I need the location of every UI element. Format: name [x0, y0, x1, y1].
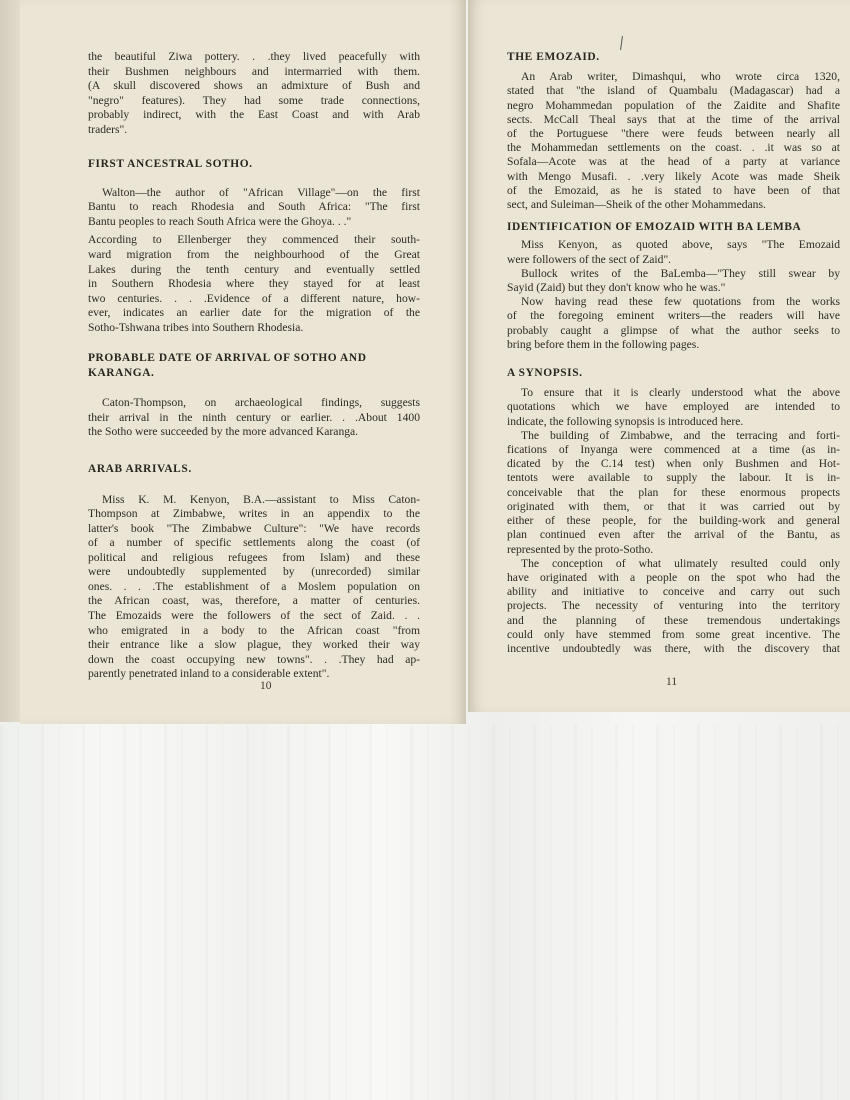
- text-line: "negro" features). They had some trade connections,: [88, 93, 420, 107]
- text-line: the Sotho were succeeded by the more advanced Karanga.: [88, 425, 359, 439]
- section-heading: [88, 351, 420, 380]
- left-page: [20, 0, 466, 724]
- text-line: Miss K. M. Kenyon, B.A.—assistant to Miss Caton-: [102, 492, 420, 506]
- text-line: the Mohammedan settlements on the coast. . .it was so at: [507, 141, 840, 155]
- text-line: their Bushmen neighbours and intermarried with them.: [88, 64, 420, 78]
- text-line: According to Ellenberger they commenced their south-: [88, 233, 420, 247]
- right-page: [468, 0, 850, 712]
- heading-line: A SYNOPSIS.: [507, 367, 583, 380]
- text-line: quotations which we have employed are intended to: [507, 400, 840, 414]
- text-line: Caton-Thompson, on archaeological findings, suggests: [102, 396, 420, 410]
- heading-line: ARAB ARRIVALS.: [88, 463, 192, 476]
- book-edge: [0, 0, 22, 722]
- text-line: Bantu peoples to reach South Africa were the Ghoya. . .": [88, 214, 352, 228]
- text-line: sect, and Suleiman—Sheik of the other Mohammedans.: [507, 198, 766, 212]
- text-line: Bantu to reach Rhodesia and South Africa: "The first: [88, 200, 420, 214]
- text-line: either of these people, for the building-work and general: [507, 514, 840, 528]
- paragraph: [507, 386, 840, 429]
- section-heading: [507, 50, 840, 64]
- text-line: tentots were available to supply the labour. It is in-: [507, 471, 840, 485]
- paragraph: [88, 186, 420, 230]
- text-line: Bullock writes of the BaLemba—"They still swear by: [521, 266, 840, 280]
- text-line: projects. The necessity of venturing into the territory: [507, 599, 840, 613]
- text-line: probably caught a glimpse of what the author seeks to: [507, 323, 840, 337]
- text-line: originated with them, or that it was carried out by: [507, 499, 840, 513]
- text-line: The Emozaids were the followers of the sect of Zaid. . .: [88, 608, 420, 622]
- text-line: could only have stemmed from some great incentive. The: [507, 627, 840, 641]
- text-line: who emigrated in a body to the African coast "from: [88, 623, 420, 637]
- text-line: Lakes during the tenth century and eventually settled: [88, 262, 420, 276]
- text-line: and the planning of these tremendous undertakings: [507, 613, 840, 627]
- paragraph: [88, 233, 420, 335]
- left-page-text: [88, 50, 420, 682]
- text-line: Walton—the author of "African Village"—on the first: [102, 185, 420, 199]
- text-line: (A skull discovered shows an admixture of Bush and: [88, 79, 420, 93]
- text-line: were followers of the sect of Zaid".: [507, 252, 672, 266]
- blank-scan-area: [0, 725, 850, 1100]
- text-line: latter's book "The Zimbabwe Culture": "We have records: [88, 521, 420, 535]
- text-line: the beautiful Ziwa pottery. . .they lived peacefully with: [88, 50, 420, 63]
- text-line: political and religious refugees from Islam) and these: [88, 550, 420, 564]
- text-line: traders".: [88, 122, 128, 136]
- section-heading: [507, 220, 840, 234]
- paragraph: [507, 267, 840, 295]
- text-line: Sotho-Tshwana tribes into Southern Rhodesia.: [88, 320, 304, 334]
- text-line: To ensure that it is clearly understood what the above: [521, 386, 840, 400]
- paragraph: [507, 238, 840, 266]
- paragraph: [88, 50, 420, 137]
- text-line: indicate, the following synopsis is introduced here.: [507, 414, 744, 428]
- text-line: were undoubtedly supplemented by (unrecorded) similar: [88, 565, 420, 579]
- text-line: with Mengo Musafi. . .very likely Acote was made Sheik: [507, 169, 840, 183]
- text-line: ones. . . .The establishment of a Moslem population on: [88, 579, 420, 593]
- paragraph: [507, 295, 840, 352]
- text-line: ever, indicates an earlier date for the migration of the: [88, 306, 420, 320]
- text-line: represented by the proto-Sotho.: [507, 542, 654, 556]
- heading-line: PROBABLE DATE OF ARRIVAL OF SOTHO AND: [88, 352, 367, 365]
- text-line: Miss Kenyon, as quoted above, says "The Emozaid: [521, 238, 840, 252]
- text-line: stated that "the island of Quambalu (Madagascar) had a: [507, 84, 840, 98]
- text-line: their entrance like a slow plague, they worked their way: [88, 638, 420, 652]
- text-line: fications of Inyanga were commenced at a time (as in-: [507, 443, 840, 457]
- text-line: probably indirect, with the East Coast and with Arab: [88, 108, 420, 122]
- paragraph: [507, 429, 840, 557]
- text-line: ward migration from the neighbourhood of the Great: [88, 248, 420, 262]
- section-heading: [88, 157, 420, 172]
- text-line: conceivable that the plan for these enormous propects: [507, 485, 840, 499]
- paragraph: [507, 557, 840, 656]
- text-line: sects. McCall Theal says that at the time of the arrival: [507, 112, 840, 126]
- text-line: Now having read these few quotations from the works: [521, 295, 840, 309]
- paragraph: [88, 493, 420, 682]
- paragraph: [507, 70, 840, 212]
- pen-mark: [620, 36, 623, 50]
- text-line: in Southern Rhodesia where they stayed for at least: [88, 277, 420, 291]
- heading-line: IDENTIFICATION OF EMOZAID WITH BA LEMBA: [507, 221, 802, 234]
- heading-line: FIRST ANCESTRAL SOTHO.: [88, 158, 253, 171]
- text-line: Sofala—Acote was at the head of a party at variance: [507, 155, 840, 169]
- text-line: of the Portuguese "there were feuds between nearly all: [507, 127, 840, 141]
- text-line: The conception of what ulimately resulted could only: [521, 556, 840, 570]
- text-line: two centuries. . . .Evidence of a different nature, how-: [88, 291, 420, 305]
- page-number-right: 11: [666, 676, 678, 688]
- text-line: their arrival in the ninth century or earlier. . .About 1400: [88, 410, 420, 424]
- text-line: of the Emozaid, as he is stated to have been of that: [507, 183, 840, 197]
- text-line: have originated with a people on the spot who had the: [507, 570, 840, 584]
- text-line: incentive undoubtedly was there, with the discovery that: [507, 641, 840, 655]
- text-line: Thompson at Zimbabwe, writes in an appendix to the: [88, 507, 420, 521]
- text-line: parently penetrated inland to a considerable extent".: [88, 667, 330, 681]
- text-line: negro Mohammedan population of the Zaidite and Shafite: [507, 98, 840, 112]
- right-page-text: [507, 50, 840, 656]
- section-heading: [88, 462, 420, 477]
- page-number-left: 10: [260, 680, 272, 692]
- text-line: The building of Zimbabwe, and the terracing and forti-: [521, 428, 840, 442]
- text-line: ability and initiative to conceive and carry out such: [507, 585, 840, 599]
- text-line: bring before them in the following pages.: [507, 337, 700, 351]
- text-line: the African coast, was, therefore, a matter of centuries.: [88, 594, 420, 608]
- text-line: dicated by the C.14 test) when only Bushmen and Hot-: [507, 457, 840, 471]
- text-line: of a number of specific settlements along the coast (of: [88, 536, 420, 550]
- text-line: down the coast occupying new towns". . .They had ap-: [88, 652, 420, 666]
- paragraph: [88, 396, 420, 440]
- section-heading: [507, 366, 840, 380]
- heading-line: KARANGA.: [88, 366, 155, 379]
- heading-line: THE EMOZAID.: [507, 51, 600, 63]
- text-line: of the foregoing eminent writers—the readers will have: [507, 309, 840, 323]
- text-line: Sayid (Zaid) but they don't know who he was.": [507, 281, 726, 295]
- text-line: plan continued even after the arrival of the Bantu, as: [507, 528, 840, 542]
- text-line: An Arab writer, Dimashqui, who wrote circa 1320,: [521, 70, 840, 84]
